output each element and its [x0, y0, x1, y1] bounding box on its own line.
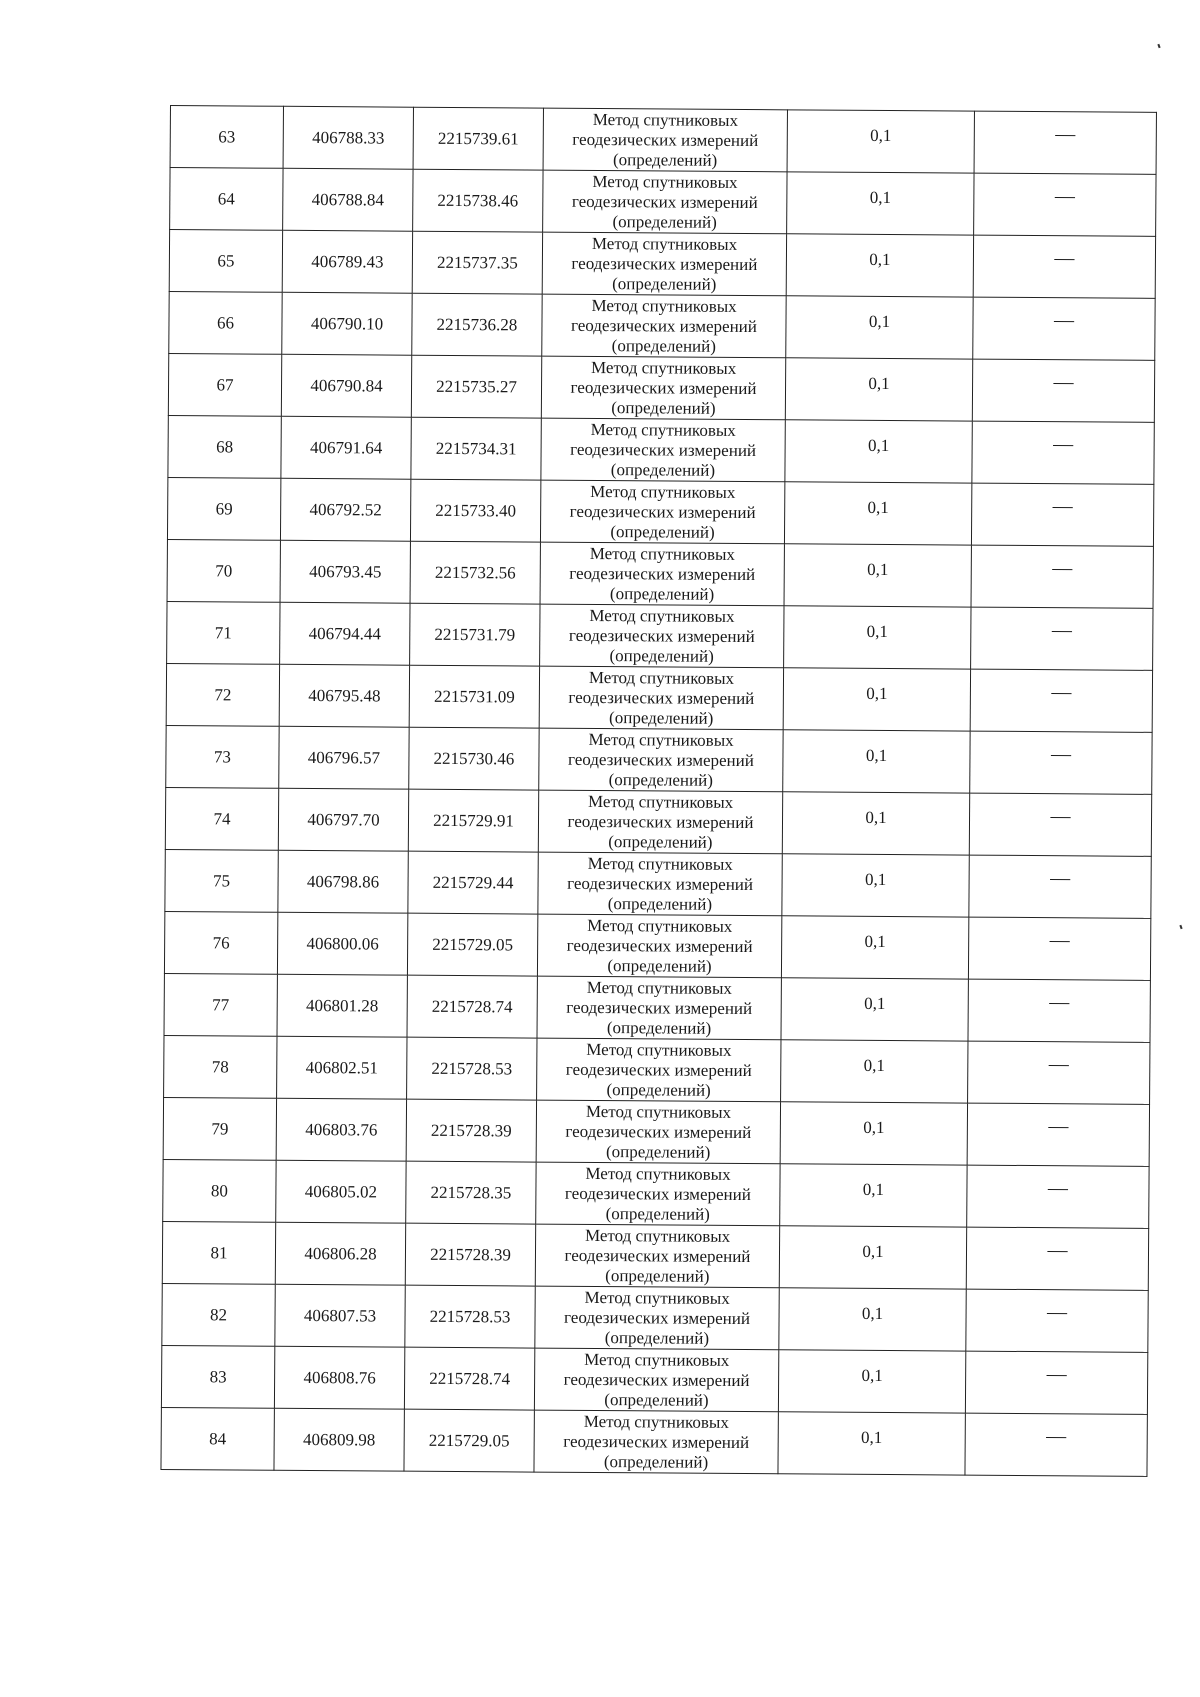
- y-coordinate-cell: 2215728.35: [406, 1161, 536, 1224]
- method-text-line: геодезических измерений: [565, 1121, 752, 1142]
- x-coordinate-cell: 406791.64: [281, 416, 411, 479]
- method-text-line: (определений): [612, 211, 717, 232]
- accuracy-value: 0,1: [867, 497, 889, 517]
- method-text-line: Метод спутниковых: [585, 1163, 731, 1184]
- method-cell: [540, 542, 784, 606]
- table-row: [163, 1159, 1149, 1228]
- method-text-line: (определений): [612, 273, 717, 294]
- x-coordinate-cell: 406808.76: [274, 1346, 404, 1409]
- accuracy-value: 0,1: [863, 1117, 885, 1137]
- method-text-line: геодезических измерений: [571, 191, 758, 212]
- point-number-cell: 79: [163, 1097, 276, 1160]
- method-text-line: (определений): [607, 893, 713, 914]
- x-coordinate-cell: 406795.48: [279, 664, 409, 727]
- method-text-line: геодезических измерений: [567, 811, 754, 832]
- method-text-line: Метод спутниковых: [584, 1349, 730, 1370]
- x-coordinate-cell: 406793.45: [280, 540, 410, 603]
- description-dash: —: [1052, 557, 1073, 580]
- method-text-line: Метод спутниковых: [589, 543, 736, 564]
- method-text-line: (определений): [604, 1389, 709, 1410]
- accuracy-cell: [785, 420, 972, 483]
- method-text-line: геодезических измерений: [564, 1245, 751, 1266]
- accuracy-value: 0,1: [868, 311, 891, 331]
- table-row: [164, 973, 1150, 1042]
- method-cell: [541, 356, 785, 420]
- x-coordinate-cell: 406789.43: [282, 230, 412, 293]
- description-dash: —: [1053, 371, 1074, 394]
- accuracy-value: 0,1: [862, 1179, 885, 1199]
- method-text-line: Метод спутниковых: [590, 481, 736, 502]
- y-coordinate-cell: 2215729.05: [407, 913, 537, 976]
- y-coordinate-cell: 2215729.44: [408, 851, 538, 914]
- x-coordinate-cell: 406788.33: [283, 106, 413, 169]
- method-text-line: геодезических измерений: [570, 315, 757, 336]
- accuracy-cell: [783, 668, 970, 731]
- table-row: [161, 1345, 1147, 1414]
- description-cell: [966, 1227, 1148, 1290]
- x-coordinate-cell: 406798.86: [278, 850, 408, 913]
- x-coordinate-cell: 406790.84: [281, 354, 411, 417]
- description-cell: [970, 669, 1152, 732]
- point-number-cell: 65: [169, 230, 282, 293]
- method-cell: [539, 666, 783, 730]
- point-number-cell: 63: [170, 106, 283, 169]
- scan-speck: [1179, 925, 1182, 929]
- accuracy-cell: [781, 916, 968, 979]
- method-text-line: геодезических измерений: [565, 1059, 752, 1080]
- point-number-cell: 72: [166, 663, 279, 726]
- description-cell: [967, 1165, 1149, 1228]
- accuracy-value: 0,1: [869, 187, 892, 207]
- y-coordinate-cell: 2215737.35: [412, 231, 542, 294]
- method-text-line: (определений): [604, 1327, 710, 1348]
- table-row: [167, 477, 1153, 546]
- accuracy-value: 0,1: [864, 931, 886, 951]
- accuracy-cell: [784, 606, 971, 669]
- method-text-line: геодезических измерений: [572, 129, 759, 150]
- x-coordinate-cell: 406801.28: [277, 974, 407, 1037]
- x-coordinate-cell: 406803.76: [276, 1098, 406, 1161]
- method-cell: [540, 480, 784, 544]
- point-number-cell: 80: [163, 1159, 276, 1222]
- table-row: [167, 539, 1153, 608]
- accuracy-cell: [778, 1412, 965, 1475]
- point-number-cell: 71: [167, 601, 280, 664]
- accuracy-cell: [787, 110, 974, 173]
- description-dash: —: [1048, 1053, 1069, 1076]
- accuracy-cell: [779, 1226, 966, 1289]
- accuracy-cell: [781, 978, 968, 1041]
- description-cell: [968, 917, 1150, 980]
- method-cell: [539, 728, 783, 792]
- method-cell: [543, 170, 787, 234]
- table-row: [161, 1407, 1147, 1476]
- point-number-cell: 75: [165, 849, 278, 912]
- description-dash: —: [1050, 743, 1072, 766]
- method-text-line: Метод спутниковых: [584, 1225, 731, 1246]
- method-text-line: Метод спутниковых: [587, 791, 734, 812]
- description-cell: [968, 1041, 1150, 1104]
- method-text-line: Метод спутниковых: [588, 667, 735, 688]
- table-row: [164, 911, 1150, 980]
- method-text-line: (определений): [607, 955, 712, 976]
- point-number-cell: 68: [168, 415, 281, 478]
- description-dash: —: [1049, 929, 1070, 952]
- description-cell: [968, 979, 1150, 1042]
- point-number-cell: 64: [170, 168, 283, 231]
- table-row: [169, 291, 1155, 360]
- description-dash: —: [1047, 1177, 1069, 1200]
- table-row: [164, 1035, 1150, 1104]
- table-row: [168, 353, 1154, 422]
- y-coordinate-cell: 2215729.91: [408, 789, 538, 852]
- description-dash: —: [1049, 991, 1070, 1014]
- x-coordinate-cell: 406797.70: [278, 788, 408, 851]
- method-text-line: Метод спутниковых: [584, 1287, 730, 1308]
- method-text-line: (определений): [606, 1079, 711, 1100]
- method-text-line: (определений): [609, 583, 715, 604]
- method-text-line: (определений): [611, 335, 717, 356]
- description-cell: [966, 1289, 1148, 1352]
- accuracy-value: 0,1: [861, 1365, 883, 1385]
- point-number-cell: 73: [166, 725, 279, 788]
- description-dash: —: [1046, 1363, 1067, 1386]
- method-text-line: геодезических измерений: [563, 1431, 750, 1452]
- scan-speck: [1157, 44, 1160, 48]
- point-number-cell: 70: [167, 539, 280, 602]
- accuracy-cell: [785, 358, 972, 421]
- description-cell: [965, 1351, 1147, 1414]
- table-row: [170, 168, 1156, 237]
- method-cell: [542, 294, 786, 358]
- method-text-line: геодезических измерений: [566, 935, 753, 956]
- y-coordinate-cell: 2215733.40: [410, 479, 540, 542]
- description-cell: [973, 297, 1155, 360]
- y-coordinate-cell: 2215735.27: [411, 355, 541, 418]
- method-text-line: Метод спутниковых: [591, 295, 737, 316]
- method-cell: [534, 1348, 778, 1412]
- accuracy-cell: [786, 296, 973, 359]
- description-cell: [974, 111, 1156, 174]
- accuracy-value: 0,1: [861, 1427, 883, 1447]
- description-dash: —: [1054, 185, 1075, 208]
- y-coordinate-cell: 2215728.39: [405, 1223, 535, 1286]
- accuracy-value: 0,1: [862, 1241, 884, 1261]
- method-text-line: (определений): [611, 397, 716, 418]
- method-cell: [543, 108, 787, 172]
- accuracy-cell: [780, 1164, 967, 1227]
- method-cell: [534, 1410, 778, 1474]
- accuracy-cell: [786, 234, 973, 297]
- table-row: [169, 230, 1155, 299]
- point-number-cell: 76: [164, 911, 277, 974]
- y-coordinate-cell: 2215734.31: [411, 417, 541, 480]
- method-cell: [538, 852, 782, 916]
- x-coordinate-cell: 406806.28: [275, 1222, 405, 1285]
- method-text-line: геодезических измерений: [564, 1183, 751, 1204]
- method-text-line: (определений): [608, 769, 713, 790]
- method-cell: [535, 1224, 779, 1288]
- accuracy-cell: [782, 792, 969, 855]
- description-dash: —: [1055, 123, 1076, 146]
- method-cell: [541, 418, 785, 482]
- method-text-line: геодезических измерений: [569, 563, 756, 584]
- accuracy-cell: [784, 482, 971, 545]
- accuracy-value: 0,1: [863, 1055, 886, 1075]
- method-text-line: геодезических измерений: [564, 1307, 751, 1328]
- x-coordinate-cell: 406809.98: [274, 1408, 404, 1471]
- method-text-line: геодезических измерений: [571, 253, 758, 274]
- accuracy-cell: [783, 730, 970, 793]
- table-row: [162, 1221, 1148, 1290]
- accuracy-value: 0,1: [866, 621, 889, 641]
- method-text-line: геодезических измерений: [563, 1369, 750, 1390]
- accuracy-cell: [784, 544, 971, 607]
- y-coordinate-cell: 2215731.09: [409, 665, 539, 728]
- description-cell: [972, 359, 1154, 422]
- accuracy-cell: [782, 854, 969, 917]
- description-cell: [971, 607, 1153, 670]
- accuracy-value: 0,1: [868, 373, 890, 393]
- accuracy-cell: [780, 1102, 967, 1165]
- accuracy-value: 0,1: [867, 559, 889, 579]
- y-coordinate-cell: 2215730.46: [409, 727, 539, 790]
- method-text-line: (определений): [609, 707, 714, 728]
- point-number-cell: 66: [169, 291, 282, 354]
- method-text-line: (определений): [603, 1451, 709, 1472]
- method-text-line: Метод спутниковых: [592, 171, 738, 192]
- point-number-cell: 67: [168, 353, 281, 416]
- method-text-line: Метод спутниковых: [591, 357, 737, 378]
- method-text-line: геодезических измерений: [567, 873, 754, 894]
- method-text-line: (определений): [612, 149, 718, 170]
- method-text-line: Метод спутниковых: [587, 915, 733, 936]
- description-dash: —: [1051, 619, 1072, 642]
- description-dash: —: [1048, 1115, 1069, 1138]
- description-cell: [970, 731, 1152, 794]
- description-cell: [974, 173, 1156, 236]
- y-coordinate-cell: 2215728.53: [407, 1037, 537, 1100]
- method-text-line: (определений): [606, 1141, 711, 1162]
- description-dash: —: [1051, 681, 1072, 704]
- description-dash: —: [1052, 495, 1073, 518]
- accuracy-value: 0,1: [864, 869, 887, 889]
- x-coordinate-cell: 406807.53: [275, 1284, 405, 1347]
- accuracy-cell: [781, 1040, 968, 1103]
- description-cell: [969, 855, 1151, 918]
- method-text-line: (определений): [609, 645, 714, 666]
- method-cell: [537, 914, 781, 978]
- description-cell: [971, 483, 1153, 546]
- method-cell: [537, 976, 781, 1040]
- method-text-line: геодезических измерений: [570, 439, 757, 460]
- y-coordinate-cell: 2215731.79: [410, 603, 540, 666]
- point-number-cell: 82: [162, 1283, 275, 1346]
- method-cell: [535, 1286, 779, 1350]
- method-cell: [536, 1162, 780, 1226]
- x-coordinate-cell: 406800.06: [277, 912, 407, 975]
- point-number-cell: 78: [164, 1035, 277, 1098]
- method-text-line: геодезических измерений: [568, 687, 755, 708]
- x-coordinate-cell: 406792.52: [280, 478, 410, 541]
- point-number-cell: 83: [161, 1345, 274, 1408]
- table-row: [167, 601, 1153, 670]
- accuracy-cell: [779, 1288, 966, 1351]
- description-cell: [972, 421, 1154, 484]
- table-row: [166, 663, 1152, 732]
- description-dash: —: [1047, 1239, 1068, 1262]
- table-row: [162, 1283, 1148, 1352]
- y-coordinate-cell: 2215728.53: [405, 1285, 535, 1348]
- accuracy-cell: [778, 1350, 965, 1413]
- method-cell: [542, 232, 786, 296]
- accuracy-cell: [787, 172, 974, 235]
- description-cell: [969, 793, 1151, 856]
- description-dash: —: [1053, 433, 1074, 456]
- method-cell: [537, 1038, 781, 1102]
- accuracy-value: 0,1: [865, 745, 888, 765]
- method-cell: [536, 1100, 780, 1164]
- y-coordinate-cell: 2215728.74: [407, 975, 537, 1038]
- description-cell: [973, 235, 1155, 298]
- y-coordinate-cell: 2215738.46: [413, 169, 543, 232]
- method-text-line: геодезических измерений: [569, 501, 756, 522]
- y-coordinate-cell: 2215739.61: [413, 107, 543, 170]
- y-coordinate-cell: 2215732.56: [410, 541, 540, 604]
- description-dash: —: [1054, 247, 1075, 270]
- description-dash: —: [1050, 867, 1071, 890]
- method-text-line: Метод спутниковых: [583, 1411, 729, 1432]
- y-coordinate-cell: 2215729.05: [404, 1409, 534, 1472]
- accuracy-value: 0,1: [867, 435, 890, 455]
- table-row: [165, 787, 1151, 856]
- description-dash: —: [1050, 805, 1071, 828]
- point-number-cell: 84: [161, 1407, 274, 1470]
- description-cell: [971, 545, 1153, 608]
- method-text-line: Метод спутниковых: [592, 109, 739, 130]
- accuracy-value: 0,1: [861, 1303, 884, 1323]
- description-cell: [967, 1103, 1149, 1166]
- x-coordinate-cell: 406802.51: [277, 1036, 407, 1099]
- coordinates-table-body: [161, 106, 1156, 1477]
- point-number-cell: 81: [162, 1221, 275, 1284]
- x-coordinate-cell: 406788.84: [283, 168, 413, 231]
- x-coordinate-cell: 406796.57: [279, 726, 409, 789]
- method-text-line: Метод спутниковых: [588, 729, 734, 750]
- coordinates-table: [160, 105, 1157, 1477]
- method-text-line: (определений): [605, 1203, 710, 1224]
- method-text-line: геодезических измерений: [567, 749, 754, 770]
- method-text-line: Метод спутниковых: [585, 1101, 732, 1122]
- table-row: [170, 106, 1156, 175]
- x-coordinate-cell: 406805.02: [276, 1160, 406, 1223]
- accuracy-value: 0,1: [866, 683, 888, 703]
- method-text-line: Метод спутниковых: [590, 419, 736, 440]
- method-text-line: Метод спутниковых: [591, 233, 738, 254]
- point-number-cell: 77: [164, 973, 277, 1036]
- method-text-line: геодезических измерений: [566, 997, 753, 1018]
- y-coordinate-cell: 2215736.28: [412, 293, 542, 356]
- accuracy-value: 0,1: [865, 807, 887, 827]
- method-text-line: (определений): [606, 1017, 712, 1038]
- accuracy-value: 0,1: [864, 993, 886, 1013]
- description-dash: —: [1047, 1301, 1068, 1324]
- x-coordinate-cell: 406790.10: [282, 292, 412, 355]
- y-coordinate-cell: 2215728.39: [406, 1099, 536, 1162]
- method-text-line: геодезических измерений: [570, 377, 757, 398]
- method-text-line: (определений): [610, 459, 716, 480]
- method-text-line: Метод спутниковых: [589, 605, 735, 626]
- method-text-line: (определений): [610, 521, 715, 542]
- method-cell: [540, 604, 784, 668]
- method-text-line: Метод спутниковых: [587, 853, 733, 874]
- accuracy-value: 0,1: [869, 249, 891, 269]
- y-coordinate-cell: 2215728.74: [404, 1347, 534, 1410]
- method-text-line: геодезических измерений: [568, 625, 755, 646]
- description-dash: —: [1053, 309, 1075, 332]
- method-text-line: Метод спутниковых: [586, 977, 732, 998]
- x-coordinate-cell: 406794.44: [280, 602, 410, 665]
- table-row: [168, 415, 1154, 484]
- description-cell: [965, 1413, 1147, 1476]
- accuracy-value: 0,1: [870, 125, 892, 145]
- table-row: [163, 1097, 1149, 1166]
- method-text-line: (определений): [608, 831, 713, 852]
- method-text-line: (определений): [605, 1265, 710, 1286]
- point-number-cell: 74: [165, 787, 278, 850]
- table-row: [166, 725, 1152, 794]
- method-cell: [538, 790, 782, 854]
- method-text-line: Метод спутниковых: [586, 1039, 732, 1060]
- point-number-cell: 69: [167, 477, 280, 540]
- description-dash: —: [1046, 1425, 1067, 1448]
- table-row: [165, 849, 1151, 918]
